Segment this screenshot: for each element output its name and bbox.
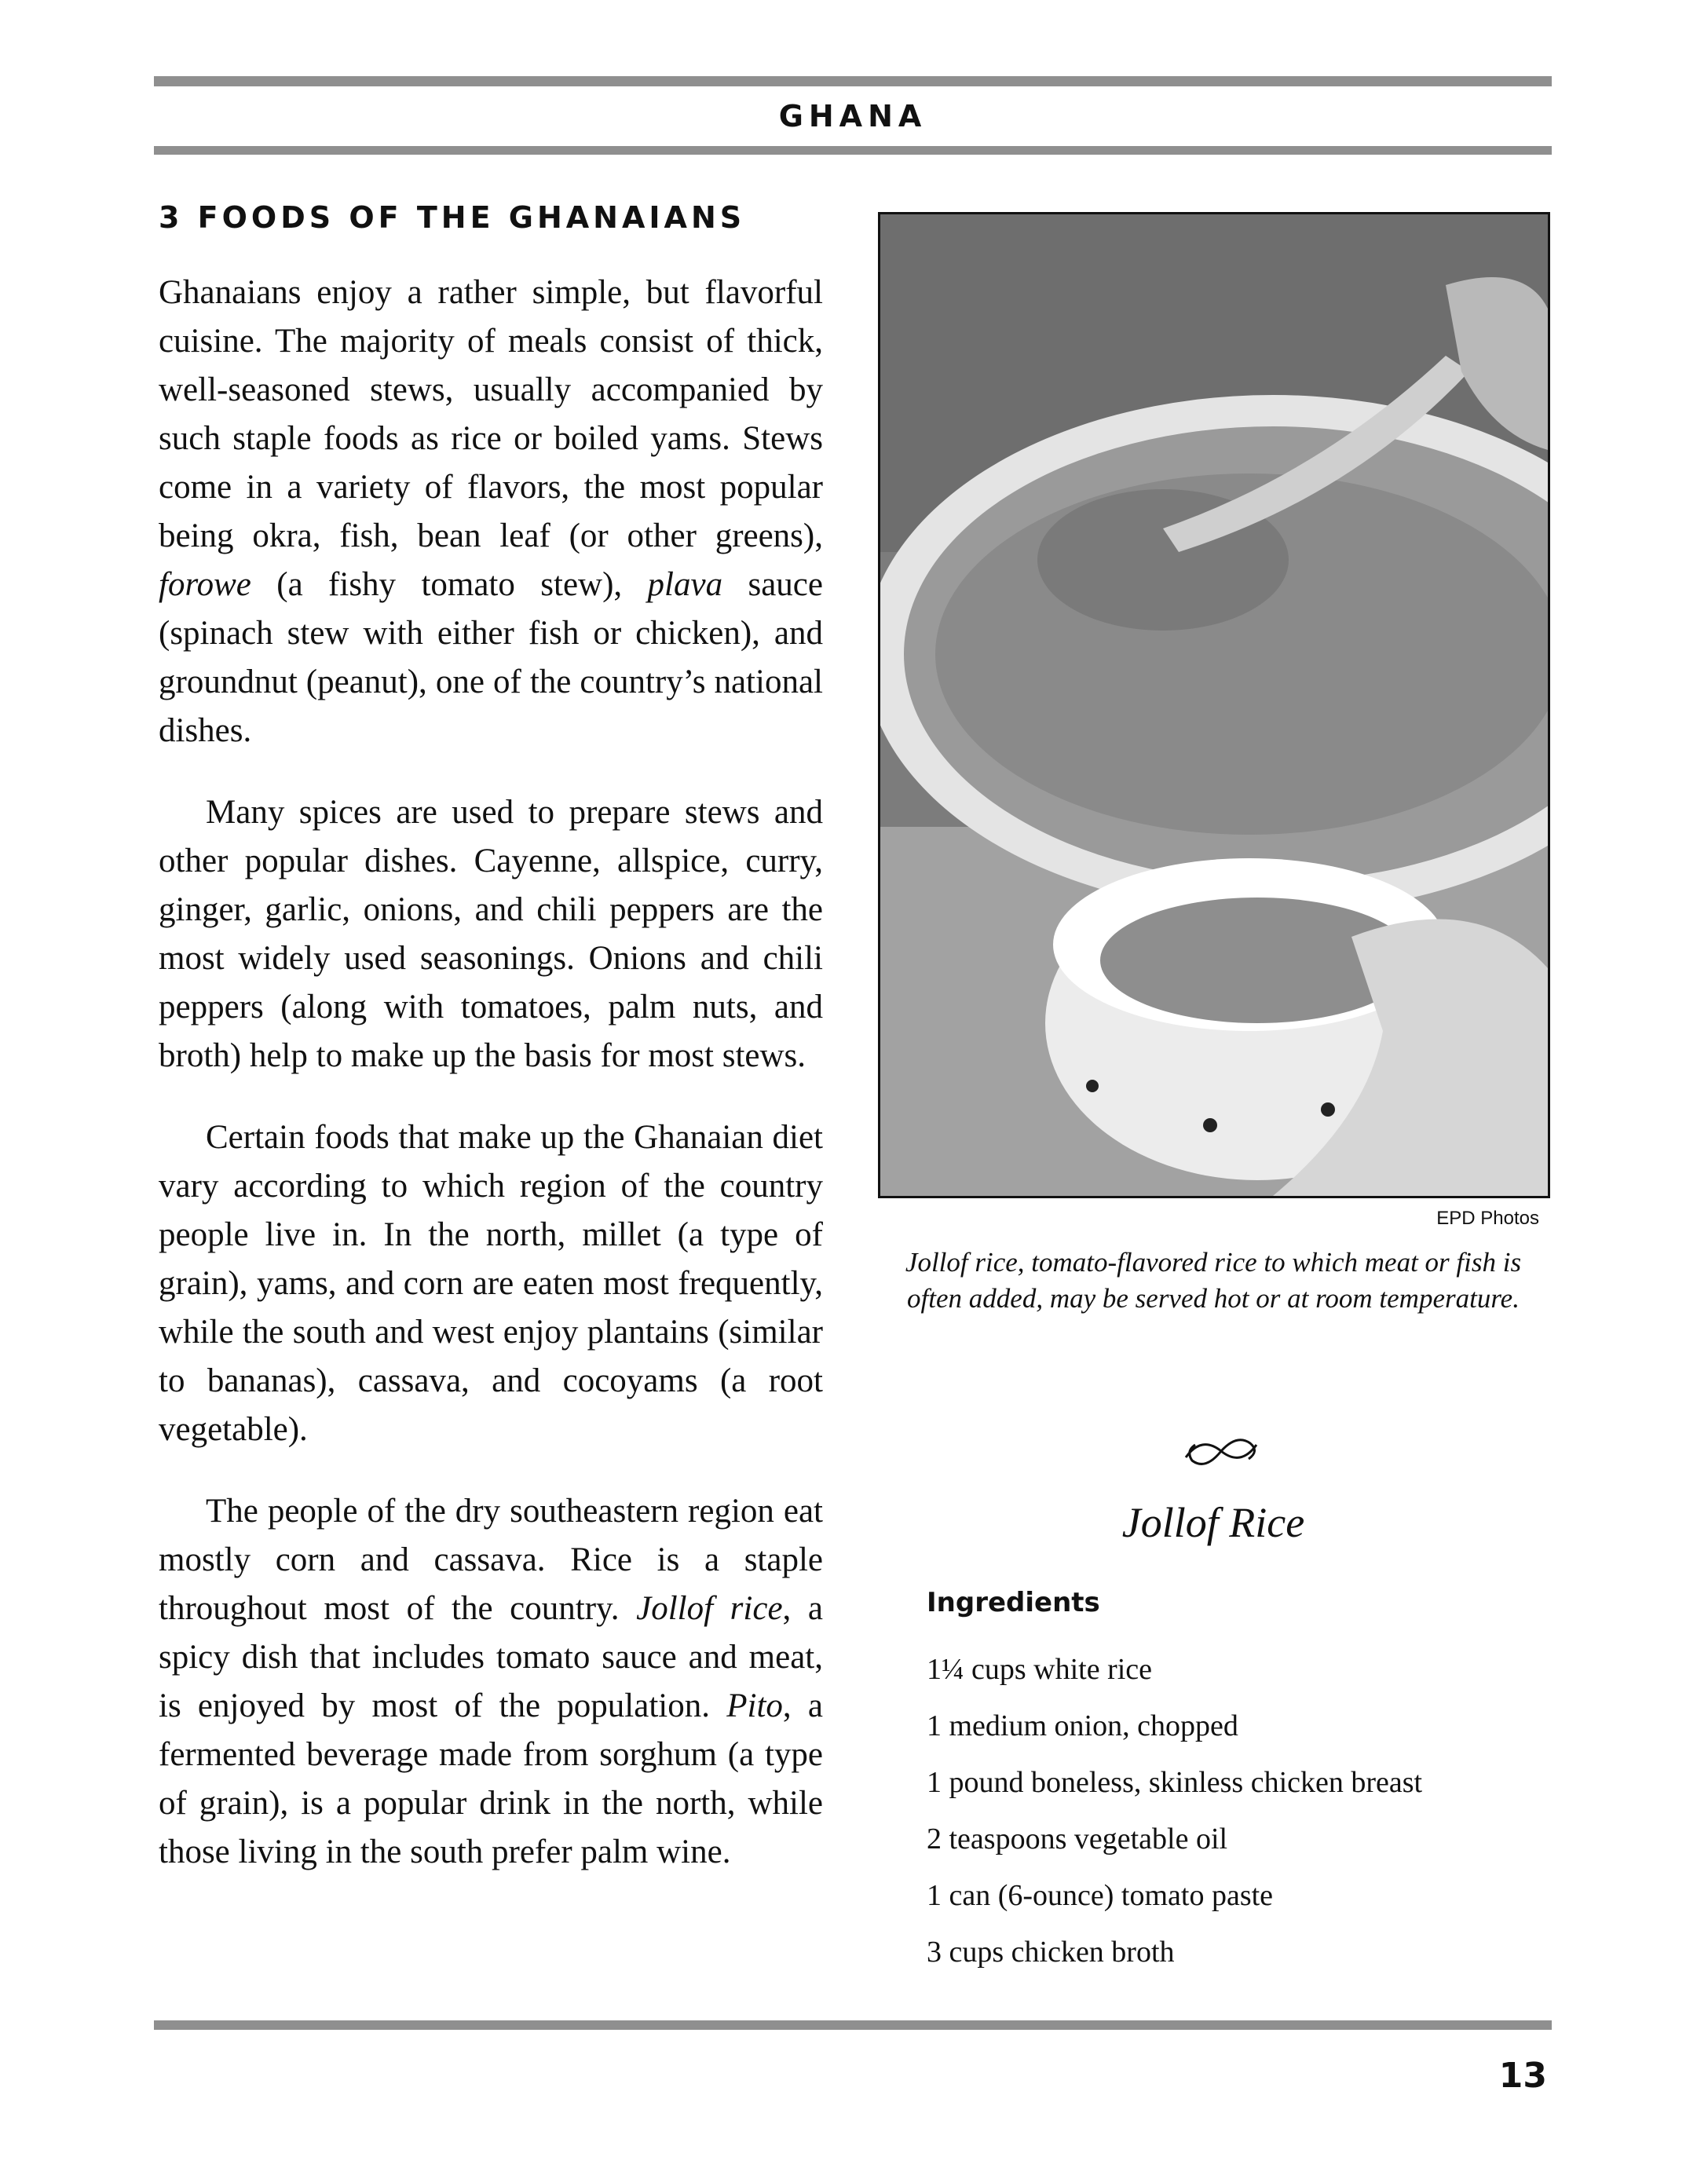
section-heading: 3 FOODS OF THE GHANAIANS xyxy=(159,200,746,235)
paragraph-1-text-b: (a fishy tomato stew), xyxy=(251,566,648,603)
paragraph-1-text-c: sauce (spinach stew with either fish or chicken), and groundnut (peanut), one of the country’s national dishes. xyxy=(159,566,823,749)
paragraph-1-text-a: Ghanaians enjoy a rather simple, but flavorful cuisine. The majority of meals consist of thick, well-seasoned stews, usually accompanied by such staple foods as rice or boiled yams. Stews come in a variety of flavors, the most popular being okra, fish, bean leaf (or other greens), xyxy=(159,274,823,554)
paragraph-4-text-c: , a fermented beverage made from sorghum (a type of grain), is a popular drink in the north, while those living in the south prefer palm wine. xyxy=(159,1687,823,1870)
page-number: 13 xyxy=(1498,2056,1547,2096)
jollof-rice-photo xyxy=(878,212,1550,1198)
body-text xyxy=(159,269,823,1910)
header-rule-top xyxy=(154,76,1552,86)
photo-caption: Jollof rice, tomato-flavored rice to which meat or fish is often added, may be served hot or at room temperature. xyxy=(905,1247,1522,1314)
ingredient-item: 1¼ cups white rice xyxy=(927,1653,1153,1686)
ingredient-item: 3 cups chicken broth xyxy=(927,1936,1175,1969)
header-rule-bottom xyxy=(154,146,1552,155)
paragraph-3: Certain foods that make up the Ghanaian diet vary according to which region of the country people live in. In the north, millet (a type of grain), yams, and corn are eaten most frequently, while the south and west enjoy plantains (similar to bananas), cassava, and cocoyams (a root vegetable). xyxy=(159,1119,823,1448)
ingredients-list xyxy=(927,1641,1547,1980)
photo-illustration xyxy=(880,214,1548,1196)
flourish-ornament-icon xyxy=(1178,1428,1264,1475)
ingredient-item: 2 teaspoons vegetable oil xyxy=(927,1823,1228,1855)
paragraph-2: Many spices are used to prepare stews and other popular dishes. Cayenne, allspice, curry, ginger, garlic, onions, and chili peppers are the most widely used seasonings. Onions and chili peppers (along with tomatoes, palm nuts, and broth) help to make up the basis for most stews. xyxy=(159,794,823,1074)
running-header: GHANA xyxy=(778,99,927,133)
term-pito: Pito xyxy=(726,1687,783,1724)
footer-rule xyxy=(154,2020,1552,2030)
term-jollof-rice: Jollof rice xyxy=(636,1590,783,1627)
paragraph-4-text-a: The people of the dry southeastern region eat mostly corn and cassava. Rice is a staple throughout most of the country. xyxy=(159,1493,823,1627)
ingredient-item: 1 can (6-ounce) tomato paste xyxy=(927,1879,1274,1912)
ingredient-item: 1 medium onion, chopped xyxy=(927,1709,1238,1742)
ingredient-item: 1 pound boneless, skinless chicken breast xyxy=(927,1766,1423,1799)
paragraph-4 xyxy=(159,1487,823,1877)
ingredients-heading: Ingredients xyxy=(927,1587,1100,1618)
term-plava: plava xyxy=(647,566,723,603)
paragraph-1 xyxy=(159,269,823,755)
term-forowe: forowe xyxy=(159,566,251,603)
photo-credit: EPD Photos xyxy=(1436,1208,1539,1229)
paragraph-4-text-b: , a spicy dish that includes tomato sauce and meat, is enjoyed by most of the population. xyxy=(159,1590,823,1724)
recipe-title: Jollof Rice xyxy=(1121,1499,1305,1546)
